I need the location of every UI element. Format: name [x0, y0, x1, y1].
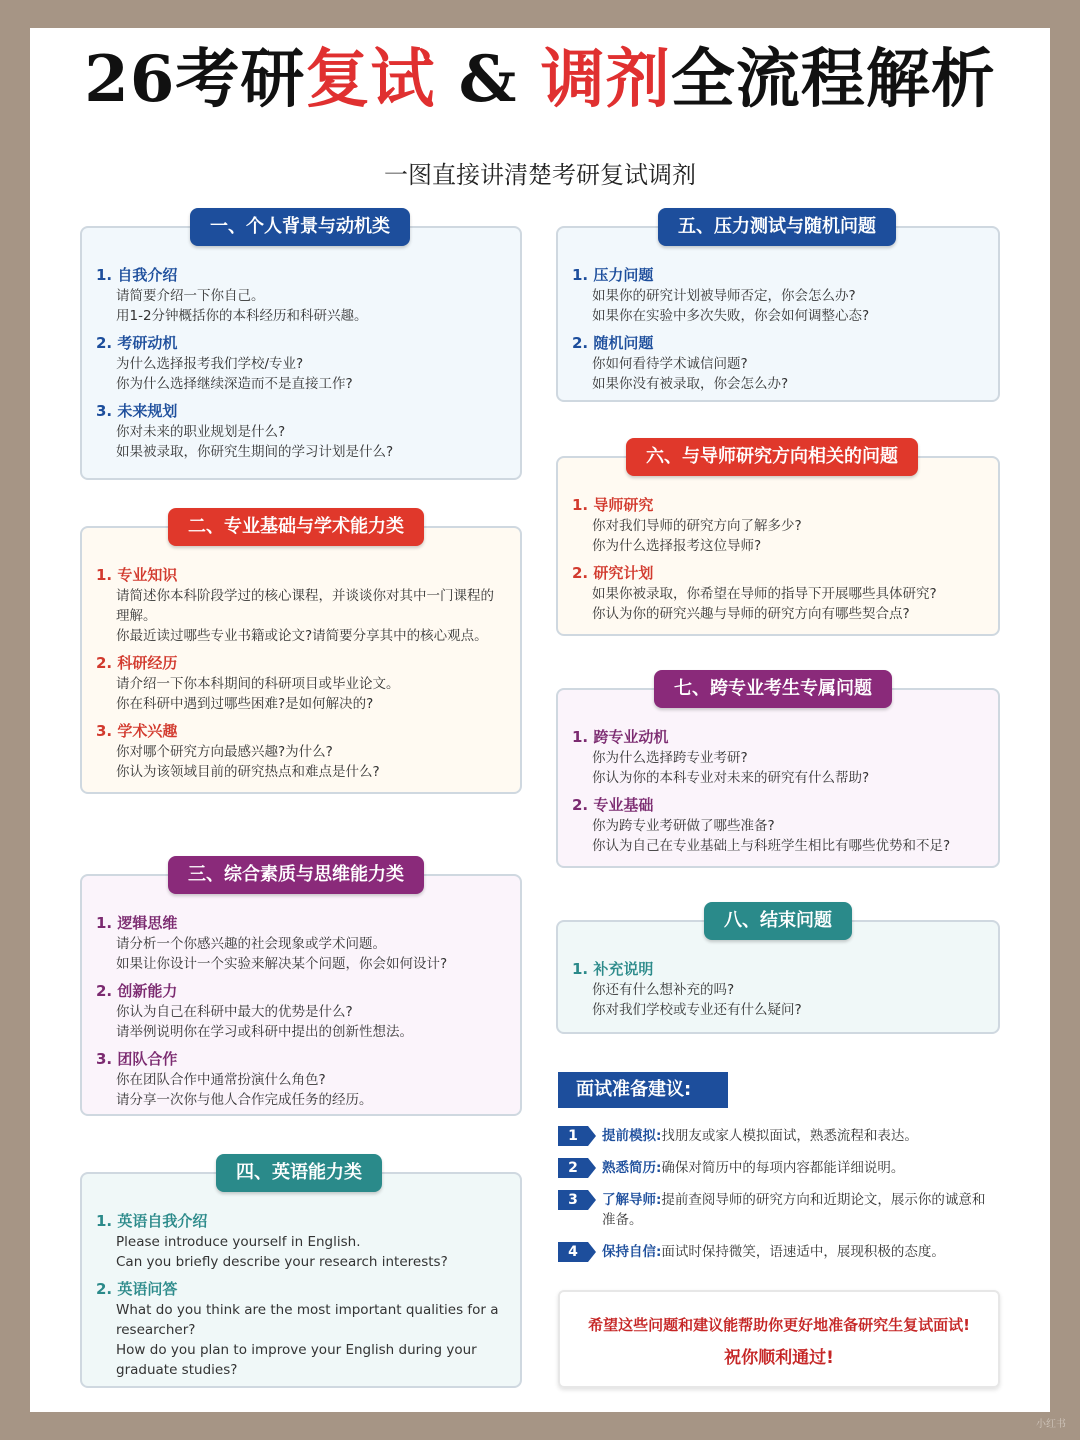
- question: Can you briefly describe your research interests?: [116, 1254, 448, 1270]
- question-group-title: 1. 补充说明: [572, 960, 654, 978]
- section-header: 四、英语能力类: [216, 1154, 382, 1192]
- question-group-title: 2. 研究计划: [572, 564, 654, 582]
- page-title: 26考研复试 & 调剂全流程解析: [84, 42, 996, 117]
- question-group-title: 2. 随机问题: [572, 334, 654, 352]
- question: 用1-2分钟概括你的本科经历和科研兴趣。: [116, 308, 368, 324]
- closing-message: 希望这些问题和建议能帮助你更好地准备研究生复试面试!: [588, 1316, 970, 1334]
- question: 你认为自己在科研中最大的优势是什么?: [116, 1004, 353, 1020]
- question-group-title: 1. 专业知识: [96, 566, 178, 584]
- tip-text: 确保对简历中的每项内容都能详细说明。: [661, 1160, 905, 1176]
- question-group-title: 1. 自我介绍: [96, 266, 178, 284]
- question: 请分析一个你感兴趣的社会现象或学术问题。: [116, 936, 386, 952]
- question: 如果你被录取，你希望在导师的指导下开展哪些具体研究?: [592, 586, 937, 602]
- question-group-title: 2. 专业基础: [572, 796, 654, 814]
- question: 你为什么选择继续深造而不是直接工作?: [116, 376, 353, 392]
- tip-number-badge: 3: [558, 1190, 588, 1210]
- question: 如果你在实验中多次失败，你会如何调整心态?: [592, 308, 870, 324]
- tip-item: [558, 1158, 988, 1178]
- question: What do you think are the most important qualities for a researcher?: [116, 1302, 499, 1338]
- tip-text: 提前查阅导师的研究方向和近期论文，展示你的诚意和准备。: [602, 1192, 986, 1228]
- question: 你还有什么想补充的吗?: [592, 982, 735, 998]
- question: 你如何看待学术诚信问题?: [592, 356, 748, 372]
- question: 你对我们学校或专业还有什么疑问?: [592, 1002, 802, 1018]
- tip-text: 面试时保持微笑，语速适中，展现积极的态度。: [661, 1244, 945, 1260]
- tip-item: [558, 1190, 988, 1230]
- section-header: 六、与导师研究方向相关的问题: [626, 438, 918, 476]
- question-group-title: 1. 英语自我介绍: [96, 1212, 208, 1230]
- tip-number-badge: 1: [558, 1126, 588, 1146]
- question: 你对哪个研究方向最感兴趣?为什么?: [116, 744, 333, 760]
- question-group-title: 1. 跨专业动机: [572, 728, 669, 746]
- question: 为什么选择报考我们学校/专业?: [116, 356, 304, 372]
- question: 你认为你的本科专业对未来的研究有什么帮助?: [592, 770, 870, 786]
- question: 你对我们导师的研究方向了解多少?: [592, 518, 802, 534]
- tip-item: [558, 1242, 988, 1262]
- section-stress-test: [556, 216, 1000, 402]
- question: 你最近读过哪些专业书籍或论文?请简要分享其中的核心观点。: [116, 628, 488, 644]
- question: 如果你的研究计划被导师否定，你会怎么办?: [592, 288, 856, 304]
- page-subtitle: 一图直接讲清楚考研复试调剂: [384, 161, 696, 189]
- tip-item: [558, 1126, 988, 1146]
- section-header: 七、跨专业考生专属问题: [654, 670, 892, 708]
- tip-number-badge: 2: [558, 1158, 588, 1178]
- question-group-title: 2. 英语问答: [96, 1280, 178, 1298]
- question: 你认为你的研究兴趣与导师的研究方向有哪些契合点?: [592, 606, 910, 622]
- question-group-title: 2. 科研经历: [96, 654, 178, 672]
- tip-label: 保持自信:: [602, 1244, 662, 1260]
- section-english-ability: [80, 1162, 522, 1388]
- question: 请简要介绍一下你自己。: [116, 288, 265, 304]
- closing-message-box: [558, 1290, 1000, 1388]
- watermark: 小红书: [1036, 1419, 1066, 1430]
- question: 如果让你设计一个实验来解决某个问题，你会如何设计?: [116, 956, 448, 972]
- section-header: 二、专业基础与学术能力类: [168, 508, 424, 546]
- question: 如果你没有被录取，你会怎么办?: [592, 376, 789, 392]
- question: How do you plan to improve your English during your graduate studies?: [116, 1342, 477, 1378]
- question: Please introduce yourself in English.: [116, 1234, 361, 1250]
- question: 你认为该领域目前的研究热点和难点是什么?: [116, 764, 380, 780]
- question: 请简述你本科阶段学过的核心课程，并谈谈你对其中一门课程的理解。: [116, 588, 494, 624]
- section-header: 三、综合素质与思维能力类: [168, 856, 424, 894]
- question: 请分享一次你与他人合作完成任务的经历。: [116, 1092, 373, 1108]
- question: 你认为自己在专业基础上与科班学生相比有哪些优势和不足?: [592, 838, 951, 854]
- question: 你在团队合作中通常扮演什么角色?: [116, 1072, 326, 1088]
- section-closing-questions: [556, 910, 1000, 1034]
- question: 如果被录取，你研究生期间的学习计划是什么?: [116, 444, 394, 460]
- tip-number-badge: 4: [558, 1242, 588, 1262]
- tip-label: 了解导师:: [602, 1192, 662, 1208]
- section-header: 五、压力测试与随机问题: [658, 208, 896, 246]
- question-group-title: 1. 压力问题: [572, 266, 654, 284]
- section-cross-major: [556, 678, 1000, 868]
- section-advisor-research: [556, 446, 1000, 636]
- tip-text: 找朋友或家人模拟面试，熟悉流程和表达。: [661, 1128, 918, 1144]
- question: 请介绍一下你本科期间的科研项目或毕业论文。: [116, 676, 400, 692]
- section-header: 八、结束问题: [704, 902, 852, 940]
- question-group-title: 2. 创新能力: [96, 982, 178, 1000]
- section-comprehensive-quality: [80, 864, 522, 1116]
- tip-label: 熟悉简历:: [602, 1160, 662, 1176]
- question: 请举例说明你在学习或科研中提出的创新性想法。: [116, 1024, 413, 1040]
- tips-header: 面试准备建议:: [558, 1072, 728, 1108]
- question-group-title: 3. 团队合作: [96, 1050, 178, 1068]
- question-group-title: 1. 逻辑思维: [96, 914, 178, 932]
- question: 你对未来的职业规划是什么?: [116, 424, 286, 440]
- section-academic-ability: [80, 516, 522, 794]
- question: 你为什么选择跨专业考研?: [592, 750, 748, 766]
- section-header: 一、个人背景与动机类: [190, 208, 410, 246]
- question-group-title: 1. 导师研究: [572, 496, 654, 514]
- question: 你在科研中遇到过哪些困难?是如何解决的?: [116, 696, 374, 712]
- question-group-title: 3. 未来规划: [96, 402, 178, 420]
- section-personal-background: [80, 216, 522, 480]
- question: 你为跨专业考研做了哪些准备?: [592, 818, 775, 834]
- question: 你为什么选择报考这位导师?: [592, 538, 762, 554]
- closing-wish: 祝你顺利通过!: [724, 1348, 834, 1368]
- question-group-title: 2. 考研动机: [96, 334, 178, 352]
- question-group-title: 3. 学术兴趣: [96, 722, 178, 740]
- tip-label: 提前模拟:: [602, 1128, 662, 1144]
